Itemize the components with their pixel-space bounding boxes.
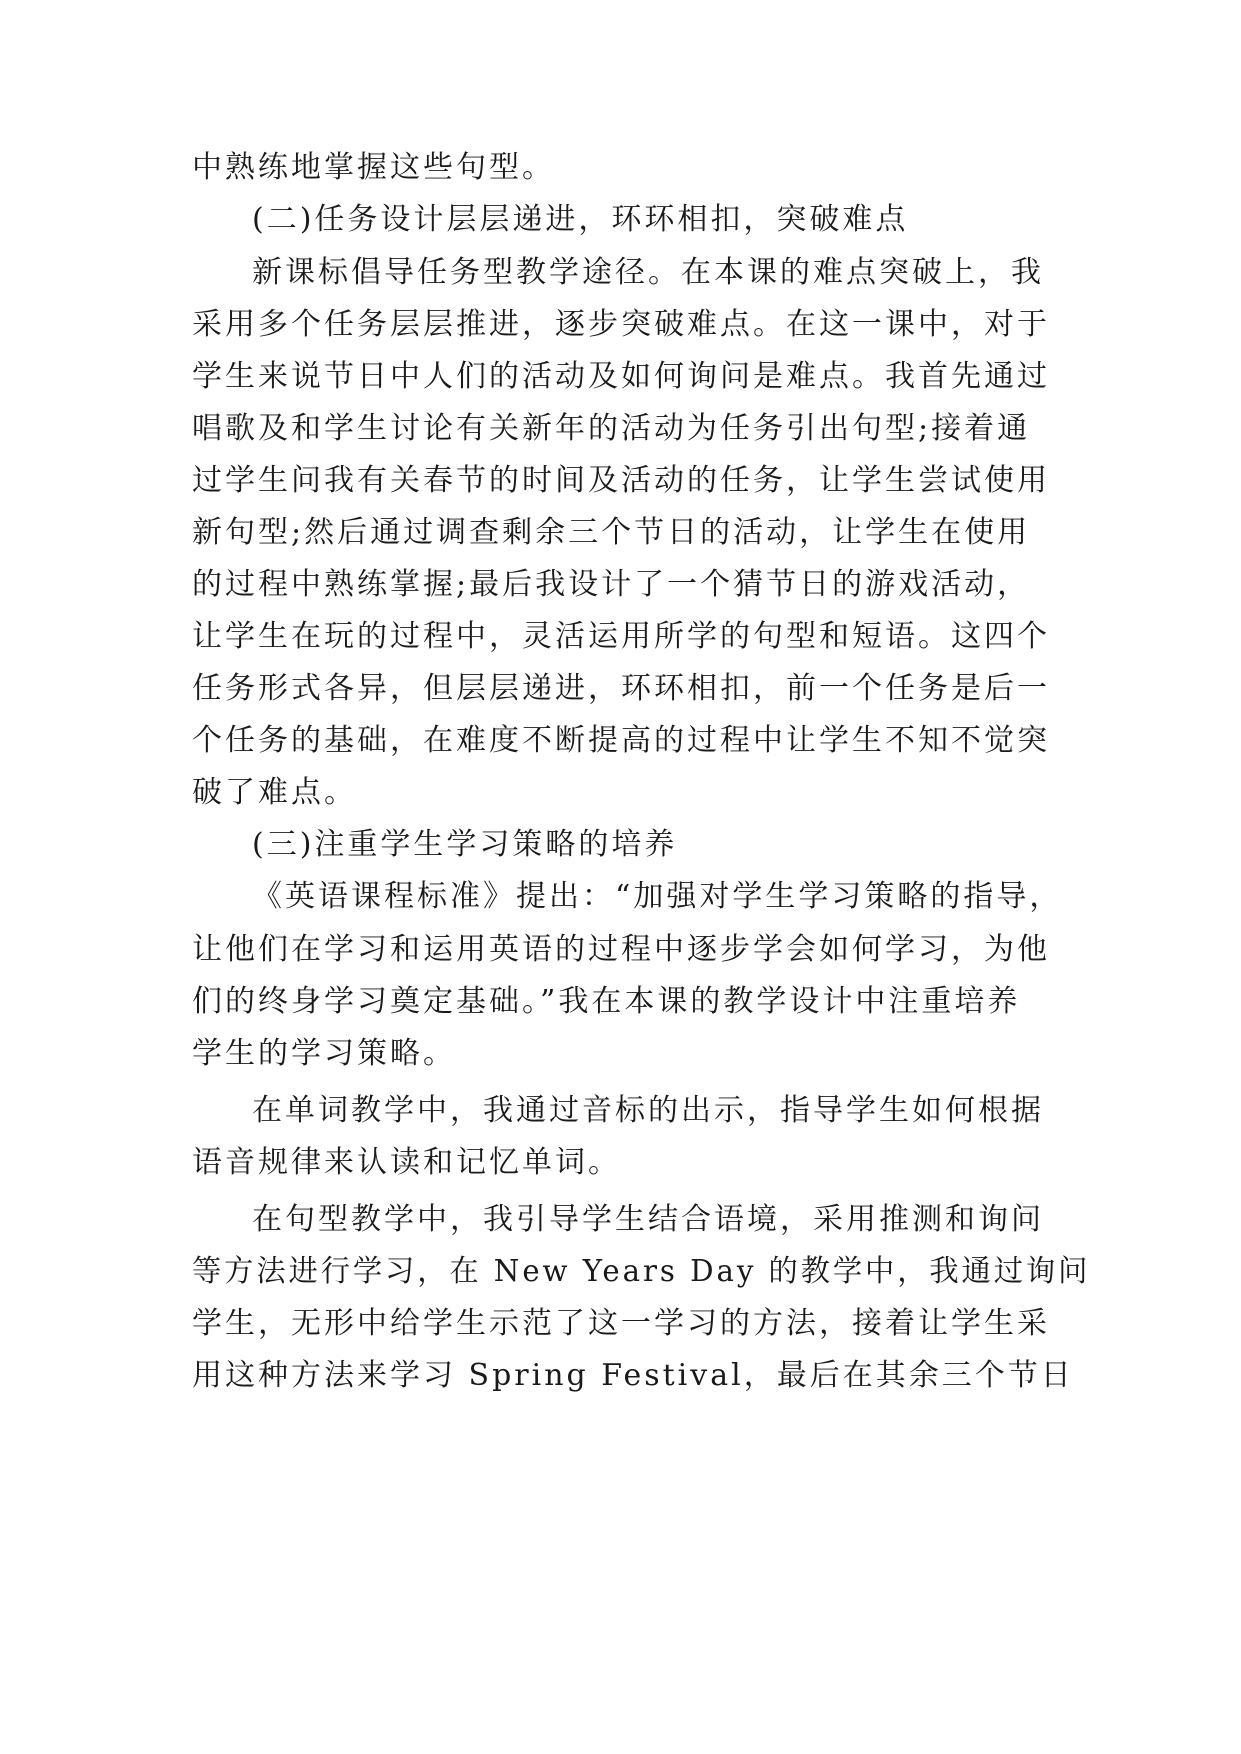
section-heading: (三)注重学生学习策略的培养 bbox=[252, 827, 678, 862]
text-line: 学生的学习策略。 bbox=[192, 1036, 456, 1071]
text-line: 在单词教学中，我通过音标的出示，指导学生如何根据 bbox=[252, 1093, 1044, 1128]
text-line: 唱歌及和学生讨论有关新年的活动为任务引出句型;接着通 bbox=[192, 411, 1031, 446]
text-line: 在句型教学中，我引导学生结合语境，采用推测和询问 bbox=[252, 1202, 1044, 1237]
text-line: 任务形式各异，但层层递进，环环相扣，前一个任务是后一 bbox=[192, 671, 1050, 706]
section-heading: (二)任务设计层层递进，环环相扣，突破难点 bbox=[252, 202, 909, 237]
text-line: 新句型;然后通过调查剩余三个节日的活动，让学生在使用 bbox=[192, 515, 1031, 550]
text-line: 个任务的基础，在难度不断提高的过程中让学生不知不觉突 bbox=[192, 723, 1050, 758]
text-line: 语音规律来认读和记忆单词。 bbox=[192, 1145, 621, 1180]
text-line: 用这种方法来学习 Spring Festival，最后在其余三个节日 bbox=[192, 1358, 1074, 1393]
text-line: 学生，无形中给学生示范了这一学习的方法，接着让学生采 bbox=[192, 1306, 1050, 1341]
text-line: 过学生问我有关春节的时间及活动的任务，让学生尝试使用 bbox=[192, 463, 1050, 498]
text-line: 让学生在玩的过程中，灵活运用所学的句型和短语。这四个 bbox=[192, 619, 1050, 654]
text-line: 中熟练地掌握这些句型。 bbox=[192, 150, 555, 185]
text-line: 破了难点。 bbox=[192, 775, 357, 810]
text-line: 采用多个任务层层推进，逐步突破难点。在这一课中，对于 bbox=[192, 307, 1050, 342]
text-line: 让他们在学习和运用英语的过程中逐步学会如何学习，为他 bbox=[192, 932, 1050, 967]
text-line: 们的终身学习奠定基础。”我在本课的教学设计中注重培养 bbox=[192, 984, 1021, 1019]
text-line: 《英语课程标准》提出：“加强对学生学习策略的指导， bbox=[252, 879, 1063, 914]
text-line: 新课标倡导任务型教学途径。在本课的难点突破上，我 bbox=[252, 255, 1044, 290]
text-line: 的过程中熟练掌握;最后我设计了一个猜节日的游戏活动， bbox=[192, 567, 1031, 602]
text-line: 学生来说节日中人们的活动及如何询问是难点。我首先通过 bbox=[192, 359, 1050, 394]
text-line: 等方法进行学习，在 New Years Day 的教学中，我通过询问 bbox=[192, 1254, 1091, 1289]
